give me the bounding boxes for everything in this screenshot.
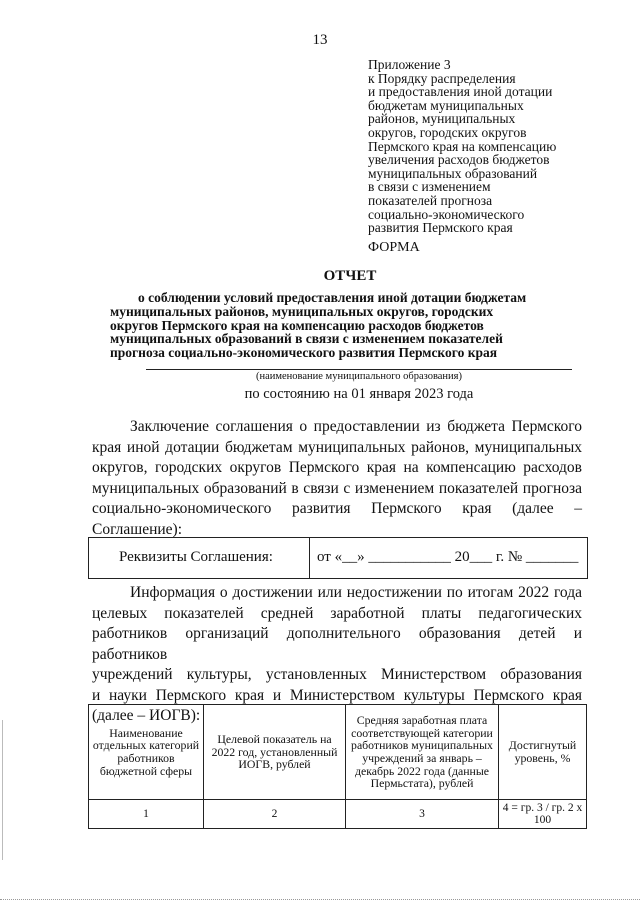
requisites-label: Реквизиты Соглашения: bbox=[119, 549, 273, 565]
paragraph-line: округов, городских округов Пермского края на компенсацию расходов bbox=[92, 459, 582, 476]
column-number: 1 bbox=[89, 800, 204, 829]
paragraph-line: Заключение соглашения о предоставлении из бюджета Пермского bbox=[130, 418, 582, 435]
appendix-block bbox=[368, 58, 598, 235]
header-average-salary: Средняя заработная плата соответствующей категории работников муниципальных учреждений за январь – декабрь 2022 года (данные Пермьстата), рублей bbox=[346, 705, 499, 800]
report-subtitle-line: прогноза социально-экономического развития Пермского края bbox=[110, 345, 498, 361]
scan-margin-mark bbox=[2, 720, 3, 860]
appendix-line: в связи с изменением bbox=[368, 179, 491, 195]
agreement-paragraph bbox=[92, 417, 582, 540]
appendix-line: Приложение 3 bbox=[368, 57, 451, 72]
appendix-line: показателей прогноза bbox=[368, 192, 493, 208]
appendix-line: Пермского края на компенсацию bbox=[368, 138, 557, 154]
appendix-line: развития Пермского края bbox=[368, 220, 513, 236]
header-target-indicator: Целевой показатель на 2022 год, установленный ИОГВ, рублей bbox=[204, 705, 346, 800]
paragraph-line: целевых показателей средней заработной платы педагогических bbox=[92, 604, 582, 622]
paragraph-line: работников организаций дополнительного образования детей и работников bbox=[92, 625, 582, 663]
appendix-line: бюджетам муниципальных bbox=[368, 97, 524, 113]
scan-bottom-edge bbox=[0, 899, 640, 900]
page-number: 13 bbox=[312, 32, 328, 48]
table-numbering-row bbox=[89, 800, 587, 829]
appendix-line: районов, муниципальных bbox=[368, 111, 516, 127]
paragraph-line: и науки Пермского края и Министерством культуры Пермского края bbox=[92, 686, 582, 704]
report-title: ОТЧЕТ bbox=[323, 268, 377, 284]
report-subtitle bbox=[110, 291, 590, 360]
paragraph-line: Соглашение): bbox=[92, 520, 183, 538]
report-subtitle-line: муниципальных районов, муниципальных округов, городских bbox=[110, 303, 494, 319]
requisites-input[interactable]: от «__» ___________ 20___ г. № _______ bbox=[317, 549, 579, 565]
table-header-row bbox=[89, 705, 587, 800]
column-number: 3 bbox=[346, 800, 499, 829]
appendix-line: к Порядку распределения bbox=[368, 70, 516, 86]
form-label: ФОРМА bbox=[368, 240, 420, 255]
column-number: 2 bbox=[204, 800, 346, 829]
report-subtitle-line: о соблюдении условий предоставления иной дотации бюджетам bbox=[138, 290, 527, 305]
paragraph-line: края иной дотации бюджетам муниципальных районов, муниципальных bbox=[92, 438, 582, 456]
paragraph-line: (далее – ИОГВ): bbox=[92, 707, 201, 724]
municipality-name-caption: (наименование муниципального образования) bbox=[255, 371, 463, 382]
header-achieved-level: Достигнутый уровень, % bbox=[499, 705, 587, 800]
appendix-line: увеличения расходов бюджетов bbox=[368, 152, 550, 168]
appendix-line: муниципальных образований bbox=[368, 165, 538, 181]
paragraph-line: Информация о достижении или недостижении по итогам 2022 года bbox=[130, 584, 582, 601]
municipality-name-line[interactable] bbox=[146, 369, 572, 370]
appendix-line: социально-экономического bbox=[368, 206, 525, 222]
appendix-line: округов, городских округов bbox=[368, 124, 527, 140]
header-employee-category: Наименование отдельных категорий работников бюджетной сферы bbox=[89, 705, 204, 800]
salary-indicators-table bbox=[88, 704, 587, 829]
report-date: по состоянию на 01 января 2023 года bbox=[244, 386, 474, 402]
paragraph-line: социально-экономического развития Пермского края (далее – bbox=[92, 500, 582, 517]
report-subtitle-line: муниципальных образований в связи с изменением показателей bbox=[110, 331, 503, 347]
appendix-line: и предоставления иной дотации bbox=[368, 84, 553, 100]
agreement-requisites-box bbox=[88, 537, 588, 579]
requisites-divider bbox=[309, 538, 310, 578]
column-number: 4 = гр. 3 / гр. 2 х 100 bbox=[499, 800, 587, 829]
paragraph-line: муниципальных образований в связи с изменением показателей прогноза bbox=[92, 479, 582, 497]
report-subtitle-line: округов Пермского края на компенсацию расходов бюджетов bbox=[110, 317, 484, 333]
paragraph-line: учреждений культуры, установленных Министерством образования bbox=[92, 666, 582, 683]
